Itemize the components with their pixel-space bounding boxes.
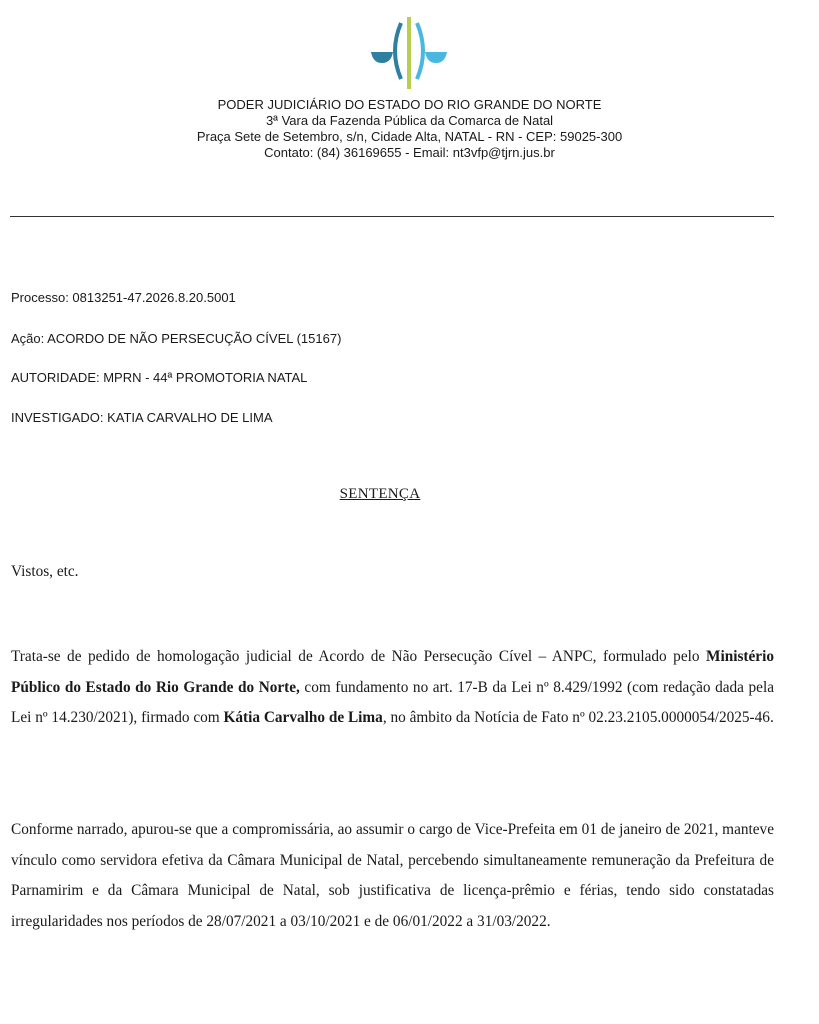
case-investigated: INVESTIGADO: KATIA CARVALHO DE LIMA	[11, 410, 273, 425]
paragraph-1-bold-mp: Ministério Público do Estado do Rio Grande do Norte,	[11, 648, 774, 696]
court-name: PODER JUDICIÁRIO DO ESTADO DO RIO GRANDE DO NORTE	[217, 97, 602, 112]
paragraph-1-bold-name: Kátia Carvalho de Lima	[223, 709, 383, 726]
case-authority: AUTORIDADE: MPRN - 44ª PROMOTORIA NATAL	[11, 370, 308, 385]
court-division: 3ª Vara da Fazenda Pública da Comarca de Natal	[265, 113, 554, 128]
logo-center-bar	[407, 17, 411, 89]
paragraph-1-text-c: , no âmbito da Notícia de Fato nº 02.23.2105.0000054/2025-46.	[382, 709, 774, 726]
logo-right-scale	[425, 52, 447, 63]
court-logo-icon	[355, 15, 465, 90]
court-contact: Contato: (84) 36169655 - Email: nt3vfp@tjrn.jus.br	[264, 145, 555, 160]
document-title: SENTENÇA	[339, 486, 421, 502]
paragraph-1-text-a: Trata-se de pedido de homologação judicial de Acordo de Não Persecução Cível – ANPC, formulado pelo	[11, 648, 707, 665]
header-divider	[10, 216, 774, 217]
paragraph-1	[11, 642, 774, 734]
court-address: Praça Sete de Setembro, s/n, Cidade Alta, NATAL - RN - CEP: 59025-300	[196, 129, 623, 144]
document-header	[0, 97, 819, 161]
case-number: Processo: 0813251-47.2026.8.20.5001	[11, 290, 236, 305]
vistos-text: Vistos, etc.	[11, 563, 79, 580]
logo-left-arc	[395, 23, 401, 79]
paragraph-2: Conforme narrado, apurou-se que a compromissária, ao assumir o cargo de Vice-Prefeita em 01 de janeiro de 2021, manteve vínculo como servidora efetiva da Câmara Municipal de Natal, percebendo simultaneamente remuneração da Prefeitura de Parnamirim e da Câmara Municipal de Natal, sob justificativa de licença-prêmio e férias, tendo sido constatadas irregularidades nos períodos de 28/07/2021 a 03/10/2021 e de 06/01/2022 a 31/03/2022.	[11, 821, 774, 930]
case-action: Ação: ACORDO DE NÃO PERSECUÇÃO CÍVEL (15167)	[11, 331, 342, 346]
paragraph-1-text-b: com fundamento no art. 17-B da Lei nº 8.429/1992 (com redação dada pela Lei nº 14.230/2021), firmado com	[11, 678, 774, 726]
logo-right-arc	[417, 23, 423, 79]
logo-left-scale	[371, 52, 393, 63]
